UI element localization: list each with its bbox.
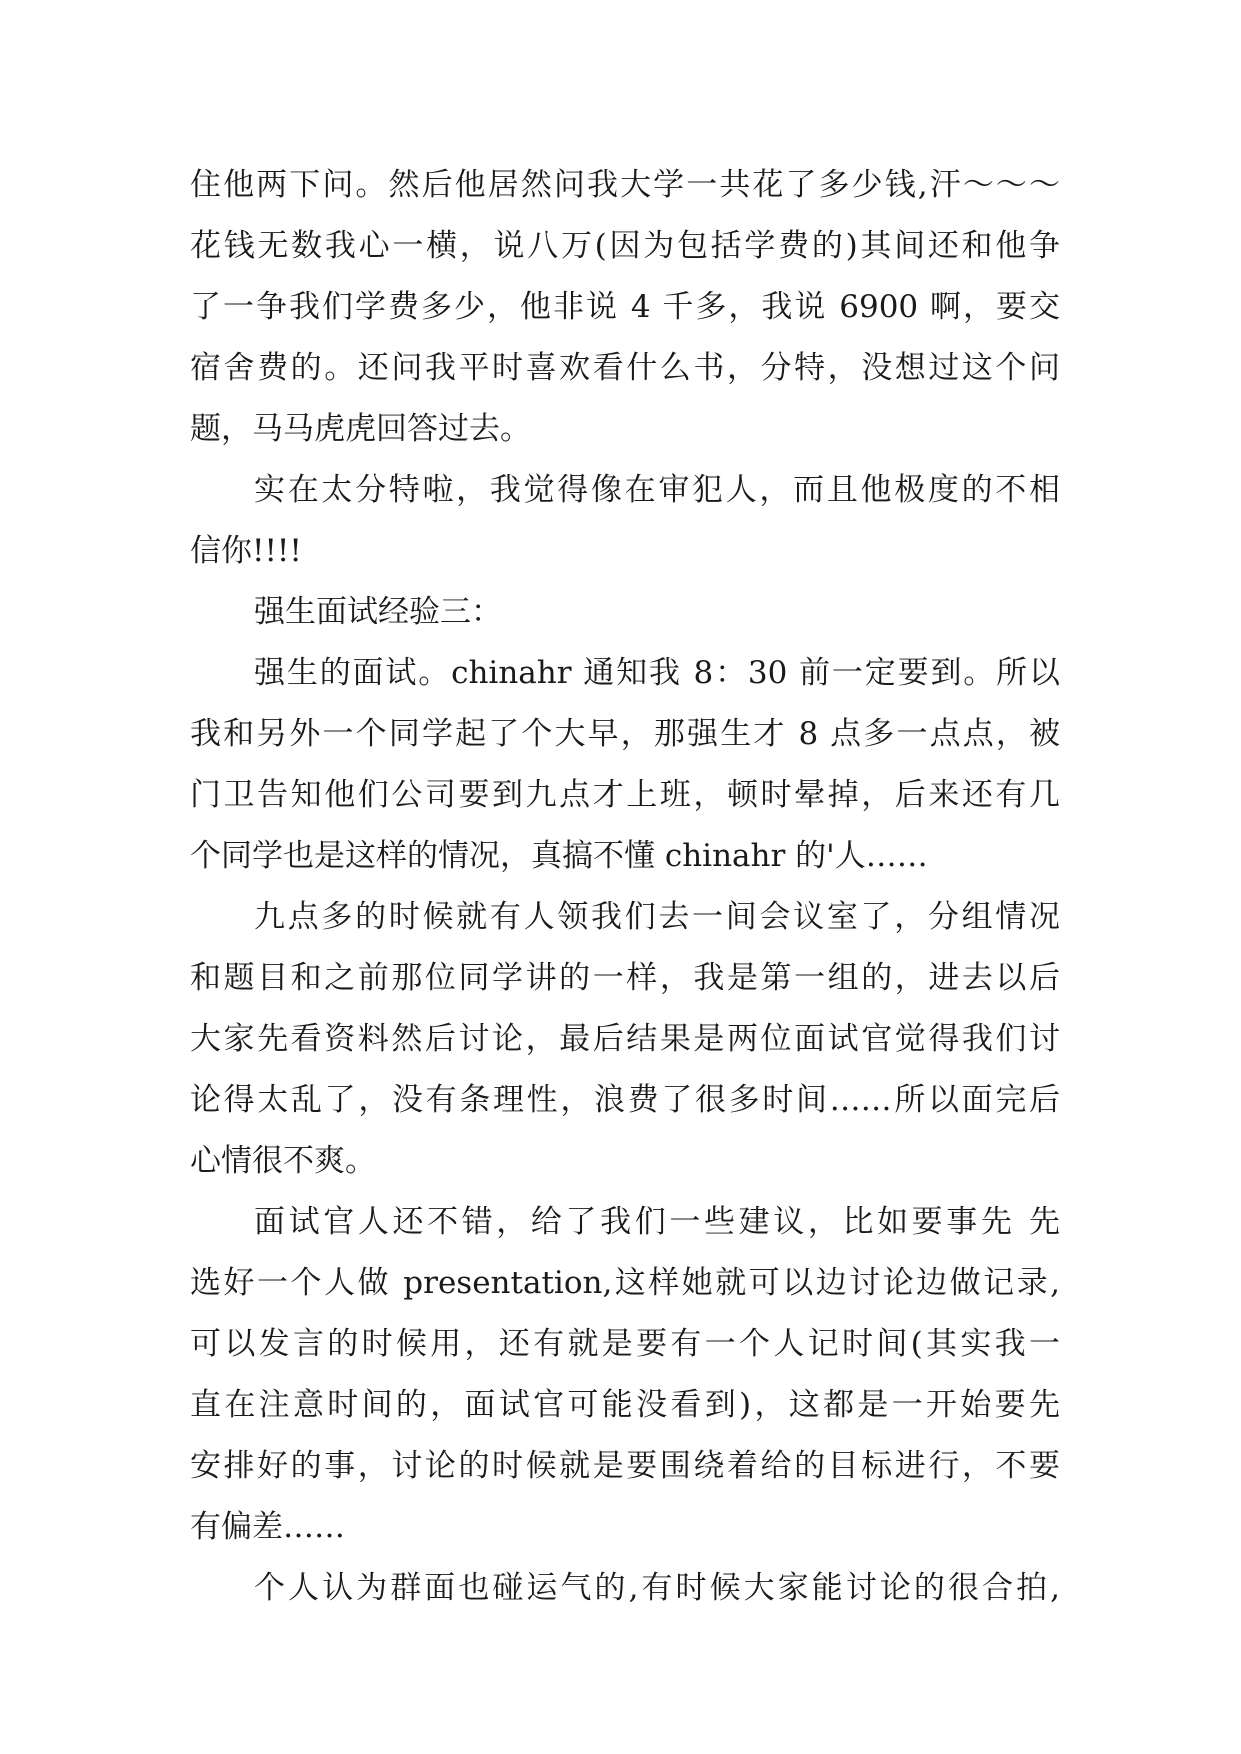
- section-heading: 强生面试经验三：: [254, 594, 502, 630]
- text-line: 题，马马虎虎回答过去。: [190, 411, 531, 447]
- text-line: 了一争我们学费多少，他非说 4 千多，我说 6900 啊，要交: [190, 289, 1060, 325]
- text-line: 实在太分特啦，我觉得像在审犯人，而且他极度的不相: [254, 472, 1060, 508]
- text-line: 我和另外一个同学起了个大早，那强生才 8 点多一点点，被: [190, 716, 1060, 752]
- text-line: 和题目和之前那位同学讲的一样，我是第一组的，进去以后: [190, 960, 1060, 996]
- text-line: 门卫告知他们公司要到九点才上班，顿时晕掉，后来还有几: [190, 777, 1060, 813]
- text-line: 住他两下问。然后他居然问我大学一共花了多少钱,汗～～～: [190, 167, 1060, 203]
- text-line: 心情很不爽。: [190, 1143, 376, 1179]
- text-line: 有偏差……: [190, 1509, 345, 1545]
- text-line: 大家先看资料然后讨论，最后结果是两位面试官觉得我们讨: [190, 1021, 1060, 1057]
- text-line: 个人认为群面也碰运气的,有时候大家能讨论的很合拍,: [254, 1570, 1060, 1606]
- text-line: 安排好的事，讨论的时候就是要围绕着给的目标进行，不要: [190, 1448, 1060, 1484]
- text-line: 直在注意时间的，面试官可能没看到)，这都是一开始要先: [190, 1387, 1060, 1423]
- text-line: 花钱无数我心一横，说八万(因为包括学费的)其间还和他争: [190, 228, 1060, 264]
- text-line: 可以发言的时候用，还有就是要有一个人记时间(其实我一: [190, 1326, 1060, 1362]
- text-line: 九点多的时候就有人领我们去一间会议室了，分组情况: [254, 899, 1060, 935]
- text-line: 面试官人还不错，给了我们一些建议，比如要事先 先: [254, 1204, 1060, 1240]
- text-line: 选好一个人做 presentation,这样她就可以边讨论边做记录,: [190, 1265, 1060, 1301]
- document-body: [190, 155, 1060, 1619]
- text-line: 宿舍费的。还问我平时喜欢看什么书，分特，没想过这个问: [190, 350, 1060, 386]
- text-line: 个同学也是这样的情况，真搞不懂 chinahr 的'人……: [190, 838, 928, 874]
- text-line: 论得太乱了，没有条理性，浪费了很多时间……所以面完后: [190, 1082, 1060, 1118]
- text-line: 信你!!!!: [190, 533, 302, 569]
- text-line: 强生的面试。chinahr 通知我 8：30 前一定要到。所以: [254, 655, 1060, 691]
